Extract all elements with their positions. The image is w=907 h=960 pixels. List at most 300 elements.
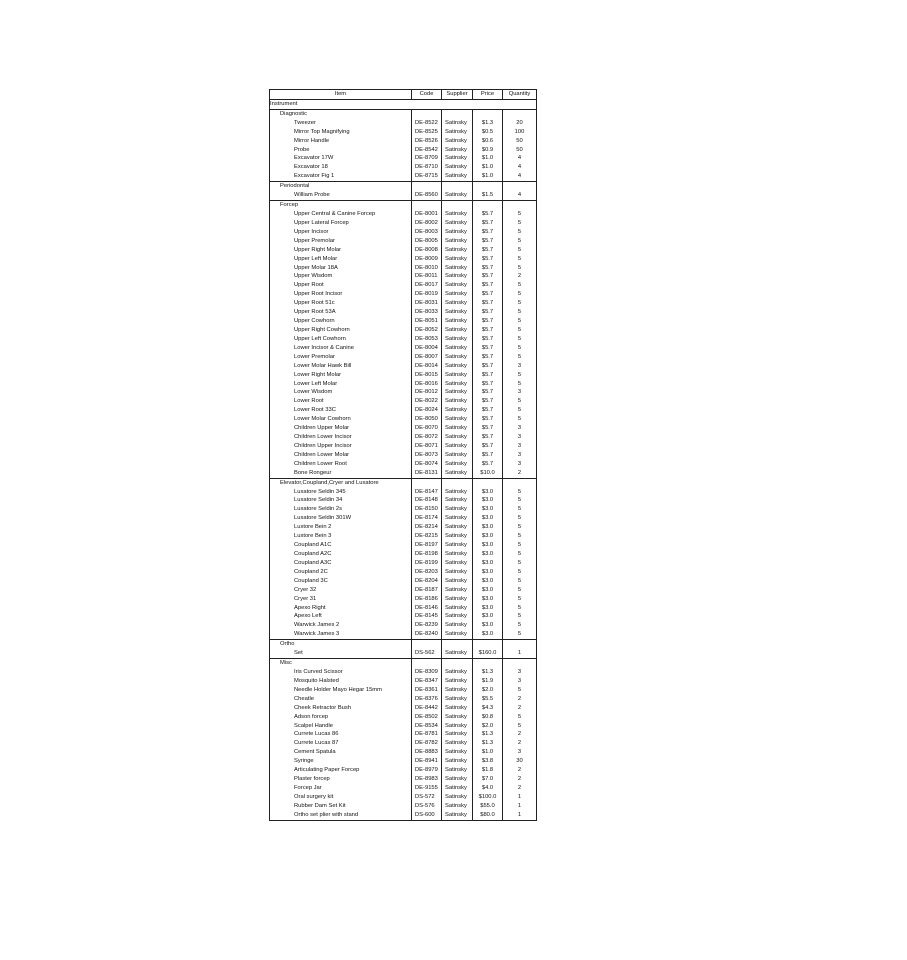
- item-code: DE-8534: [412, 722, 442, 731]
- item-code: DE-8710: [412, 163, 442, 172]
- item-supplier: Satinsky: [442, 237, 473, 246]
- item-code: DE-8009: [412, 255, 442, 264]
- item-price: $1.3: [473, 739, 503, 748]
- item-code: DE-8526: [412, 137, 442, 146]
- item-quantity: 3: [503, 362, 537, 371]
- table-row: [270, 784, 537, 793]
- item-quantity: 5: [503, 630, 537, 639]
- item-supplier: Satinsky: [442, 246, 473, 255]
- empty-cell: [442, 109, 473, 118]
- item-supplier: Satinsky: [442, 550, 473, 559]
- table-row: [270, 514, 537, 523]
- item-price: $3.0: [473, 630, 503, 639]
- item-name: Children Lower Incisor: [270, 433, 412, 442]
- item-price: $5.7: [473, 371, 503, 380]
- item-supplier: Satinsky: [442, 802, 473, 811]
- item-quantity: 5: [503, 505, 537, 514]
- item-quantity: 5: [503, 514, 537, 523]
- item-code: DE-8309: [412, 668, 442, 677]
- item-supplier: Satinsky: [442, 686, 473, 695]
- item-price: $1.9: [473, 677, 503, 686]
- item-price: $3.0: [473, 577, 503, 586]
- item-supplier: Satinsky: [442, 146, 473, 155]
- table-body: [270, 99, 537, 820]
- group-row: [270, 659, 537, 668]
- item-name: Lower Left Molar: [270, 380, 412, 389]
- group-row: [270, 109, 537, 118]
- item-name: Oral surgery kit: [270, 793, 412, 802]
- item-name: Upper Root: [270, 281, 412, 290]
- item-name: Set: [270, 649, 412, 658]
- item-supplier: Satinsky: [442, 604, 473, 613]
- item-price: $4.3: [473, 704, 503, 713]
- item-quantity: 3: [503, 388, 537, 397]
- item-quantity: 5: [503, 541, 537, 550]
- table-row: [270, 326, 537, 335]
- table-row: [270, 172, 537, 181]
- item-quantity: 5: [503, 415, 537, 424]
- item-supplier: Satinsky: [442, 766, 473, 775]
- table-row: [270, 757, 537, 766]
- item-price: $3.0: [473, 612, 503, 621]
- empty-cell: [503, 109, 537, 118]
- item-name: Upper Incisor: [270, 228, 412, 237]
- table-row: [270, 362, 537, 371]
- item-name: Upper Root 51c: [270, 299, 412, 308]
- item-name: Syringe: [270, 757, 412, 766]
- table-row: [270, 722, 537, 731]
- empty-cell: [442, 201, 473, 210]
- item-supplier: Satinsky: [442, 210, 473, 219]
- item-price: $5.7: [473, 281, 503, 290]
- item-price: $5.7: [473, 299, 503, 308]
- item-quantity: 5: [503, 255, 537, 264]
- item-price: $1.0: [473, 163, 503, 172]
- item-name: Upper Root 53A: [270, 308, 412, 317]
- item-quantity: 5: [503, 228, 537, 237]
- item-code: DE-8024: [412, 406, 442, 415]
- item-price: $5.7: [473, 255, 503, 264]
- empty-cell: [412, 182, 442, 191]
- item-name: Cement Spatula: [270, 748, 412, 757]
- item-code: DE-8074: [412, 460, 442, 469]
- table-row: [270, 559, 537, 568]
- group-row: [270, 640, 537, 649]
- item-price: $4.0: [473, 784, 503, 793]
- table-row: [270, 649, 537, 658]
- table-row: [270, 442, 537, 451]
- item-quantity: 5: [503, 595, 537, 604]
- table-row: [270, 344, 537, 353]
- item-quantity: 5: [503, 406, 537, 415]
- item-price: $5.7: [473, 246, 503, 255]
- table-row: [270, 335, 537, 344]
- table-row: [270, 793, 537, 802]
- empty-cell: [412, 640, 442, 649]
- item-code: DE-8012: [412, 388, 442, 397]
- item-name: Children Upper Molar: [270, 424, 412, 433]
- empty-cell: [412, 109, 442, 118]
- header-price: Price: [473, 90, 503, 100]
- inventory-sheet: [269, 89, 536, 821]
- item-supplier: Satinsky: [442, 612, 473, 621]
- item-quantity: 4: [503, 172, 537, 181]
- item-price: $0.6: [473, 137, 503, 146]
- table-row: [270, 451, 537, 460]
- table-row: [270, 281, 537, 290]
- item-name: Upper Cowhorn: [270, 317, 412, 326]
- item-supplier: Satinsky: [442, 317, 473, 326]
- item-supplier: Satinsky: [442, 505, 473, 514]
- item-price: $5.7: [473, 308, 503, 317]
- item-code: DE-8347: [412, 677, 442, 686]
- item-quantity: 5: [503, 621, 537, 630]
- table-row: [270, 371, 537, 380]
- table-row: [270, 415, 537, 424]
- item-code: DE-8983: [412, 775, 442, 784]
- item-supplier: Satinsky: [442, 748, 473, 757]
- item-name: Upper Central & Canine Forcep: [270, 210, 412, 219]
- item-price: $55.0: [473, 802, 503, 811]
- item-supplier: Satinsky: [442, 388, 473, 397]
- item-quantity: 5: [503, 299, 537, 308]
- table-row: [270, 505, 537, 514]
- item-quantity: 2: [503, 272, 537, 281]
- item-supplier: Satinsky: [442, 299, 473, 308]
- item-price: $1.0: [473, 748, 503, 757]
- table-row: [270, 532, 537, 541]
- item-code: DE-8053: [412, 335, 442, 344]
- item-name: Iris Curved Scissor: [270, 668, 412, 677]
- item-supplier: Satinsky: [442, 460, 473, 469]
- item-code: DE-8007: [412, 353, 442, 362]
- item-name: Children Lower Root: [270, 460, 412, 469]
- item-price: $1.3: [473, 119, 503, 128]
- item-code: DE-8204: [412, 577, 442, 586]
- item-name: Luxatore Seldin 301W: [270, 514, 412, 523]
- item-price: $1.5: [473, 191, 503, 200]
- item-name: William Probe: [270, 191, 412, 200]
- group-label: Ortho: [270, 640, 412, 649]
- item-name: Lower Incisor & Canine: [270, 344, 412, 353]
- item-price: $5.7: [473, 228, 503, 237]
- table-row: [270, 568, 537, 577]
- empty-cell: [473, 659, 503, 668]
- item-supplier: Satinsky: [442, 255, 473, 264]
- empty-cell: [473, 182, 503, 191]
- item-quantity: 5: [503, 686, 537, 695]
- table-row: [270, 119, 537, 128]
- table-row: [270, 163, 537, 172]
- item-name: Needle Holder Mayo Hegar 15mm: [270, 686, 412, 695]
- item-price: $5.7: [473, 344, 503, 353]
- item-code: DE-8979: [412, 766, 442, 775]
- item-name: Lower Molar Cowhorn: [270, 415, 412, 424]
- item-code: DE-8033: [412, 308, 442, 317]
- item-name: Probe: [270, 146, 412, 155]
- item-name: Upper Left Cowhorn: [270, 335, 412, 344]
- item-price: $2.0: [473, 722, 503, 731]
- item-quantity: 30: [503, 757, 537, 766]
- item-supplier: Satinsky: [442, 730, 473, 739]
- item-quantity: 1: [503, 649, 537, 658]
- item-name: Cryer 31: [270, 595, 412, 604]
- item-supplier: Satinsky: [442, 739, 473, 748]
- table-row: [270, 424, 537, 433]
- item-quantity: 2: [503, 766, 537, 775]
- item-code: DS-576: [412, 802, 442, 811]
- table-row: [270, 308, 537, 317]
- empty-cell: [412, 478, 442, 487]
- item-code: DE-8073: [412, 451, 442, 460]
- item-name: Coupland 3C: [270, 577, 412, 586]
- item-name: Upper Right Molar: [270, 246, 412, 255]
- table-row: [270, 219, 537, 228]
- item-name: Lower Wisdom: [270, 388, 412, 397]
- item-code: DE-8709: [412, 154, 442, 163]
- item-supplier: Satinsky: [442, 469, 473, 478]
- empty-cell: [442, 659, 473, 668]
- item-name: Articulating Paper Forcep: [270, 766, 412, 775]
- header-supplier: Supplier: [442, 90, 473, 100]
- item-quantity: 5: [503, 380, 537, 389]
- item-price: $2.0: [473, 686, 503, 695]
- item-code: DE-8001: [412, 210, 442, 219]
- table-row: [270, 730, 537, 739]
- table-row: [270, 469, 537, 478]
- item-quantity: 2: [503, 775, 537, 784]
- item-quantity: 3: [503, 677, 537, 686]
- item-name: Apexo Left: [270, 612, 412, 621]
- item-quantity: 20: [503, 119, 537, 128]
- item-supplier: Satinsky: [442, 713, 473, 722]
- item-quantity: 3: [503, 748, 537, 757]
- table-row: [270, 739, 537, 748]
- table-row: [270, 496, 537, 505]
- item-code: DE-8052: [412, 326, 442, 335]
- item-name: Excavator 17W: [270, 154, 412, 163]
- item-supplier: Satinsky: [442, 442, 473, 451]
- item-quantity: 5: [503, 264, 537, 273]
- item-price: $5.7: [473, 219, 503, 228]
- item-price: $5.7: [473, 424, 503, 433]
- table-row: [270, 210, 537, 219]
- item-code: DE-8376: [412, 695, 442, 704]
- empty-cell: [473, 640, 503, 649]
- empty-cell: [442, 640, 473, 649]
- item-quantity: 4: [503, 163, 537, 172]
- item-code: DE-8187: [412, 586, 442, 595]
- table-row: [270, 595, 537, 604]
- item-code: DE-8010: [412, 264, 442, 273]
- table-row: [270, 397, 537, 406]
- item-quantity: 5: [503, 612, 537, 621]
- item-supplier: Satinsky: [442, 559, 473, 568]
- item-quantity: 5: [503, 397, 537, 406]
- item-quantity: 5: [503, 559, 537, 568]
- table-row: [270, 668, 537, 677]
- item-quantity: 5: [503, 317, 537, 326]
- item-quantity: 1: [503, 802, 537, 811]
- item-name: Lower Molar Hawk Bill: [270, 362, 412, 371]
- item-supplier: Satinsky: [442, 451, 473, 460]
- item-price: $5.7: [473, 442, 503, 451]
- item-supplier: Satinsky: [442, 228, 473, 237]
- item-price: $5.5: [473, 695, 503, 704]
- table-row: [270, 433, 537, 442]
- item-code: DE-8214: [412, 523, 442, 532]
- item-price: $3.0: [473, 621, 503, 630]
- item-supplier: Satinsky: [442, 695, 473, 704]
- item-supplier: Satinsky: [442, 757, 473, 766]
- item-quantity: 4: [503, 154, 537, 163]
- item-price: $3.0: [473, 559, 503, 568]
- table-row: [270, 612, 537, 621]
- table-row: [270, 137, 537, 146]
- item-name: Upper Lateral Forcep: [270, 219, 412, 228]
- empty-cell: [503, 201, 537, 210]
- table-row: [270, 228, 537, 237]
- item-code: DS-572: [412, 793, 442, 802]
- item-price: $3.0: [473, 550, 503, 559]
- item-name: Adson forcep: [270, 713, 412, 722]
- item-name: Currete Lucas 87: [270, 739, 412, 748]
- item-name: Ortho set plier with stand: [270, 811, 412, 820]
- item-name: Coupland A1C: [270, 541, 412, 550]
- item-supplier: Satinsky: [442, 137, 473, 146]
- item-code: DS-600: [412, 811, 442, 820]
- table-row: [270, 523, 537, 532]
- item-price: $160.0: [473, 649, 503, 658]
- empty-cell: [442, 478, 473, 487]
- item-supplier: Satinsky: [442, 621, 473, 630]
- item-code: DE-8502: [412, 713, 442, 722]
- item-quantity: 5: [503, 290, 537, 299]
- item-code: DE-8715: [412, 172, 442, 181]
- table-row: [270, 388, 537, 397]
- item-supplier: Satinsky: [442, 630, 473, 639]
- item-name: Cheatle: [270, 695, 412, 704]
- table-row: [270, 317, 537, 326]
- item-code: DE-8186: [412, 595, 442, 604]
- item-price: $3.0: [473, 523, 503, 532]
- item-code: DE-9155: [412, 784, 442, 793]
- item-supplier: Satinsky: [442, 191, 473, 200]
- item-name: Tweezer: [270, 119, 412, 128]
- table-row: [270, 802, 537, 811]
- item-code: DE-8560: [412, 191, 442, 200]
- item-name: Currete Lucas 86: [270, 730, 412, 739]
- item-code: DE-8072: [412, 433, 442, 442]
- item-supplier: Satinsky: [442, 290, 473, 299]
- item-price: $3.0: [473, 604, 503, 613]
- item-quantity: 5: [503, 722, 537, 731]
- item-name: Coupland A2C: [270, 550, 412, 559]
- empty-cell: [412, 201, 442, 210]
- item-quantity: 100: [503, 128, 537, 137]
- table-row: [270, 272, 537, 281]
- table-row: [270, 695, 537, 704]
- item-name: Cheek Retractor Bush: [270, 704, 412, 713]
- item-code: DE-8883: [412, 748, 442, 757]
- item-code: DE-8522: [412, 119, 442, 128]
- table-row: [270, 191, 537, 200]
- item-code: DE-8781: [412, 730, 442, 739]
- item-code: DE-8002: [412, 219, 442, 228]
- table-row: [270, 586, 537, 595]
- item-name: Luxatore Seldin 34: [270, 496, 412, 505]
- table-row: [270, 748, 537, 757]
- item-name: Scalpel Handle: [270, 722, 412, 731]
- empty-cell: [503, 640, 537, 649]
- table-row: [270, 406, 537, 415]
- item-name: Lower Root 33C: [270, 406, 412, 415]
- group-label: Diagnostic: [270, 109, 412, 118]
- table-row: [270, 621, 537, 630]
- item-name: Children Upper Incisor: [270, 442, 412, 451]
- item-quantity: 1: [503, 811, 537, 820]
- item-quantity: 5: [503, 550, 537, 559]
- table-row: [270, 604, 537, 613]
- item-supplier: Satinsky: [442, 335, 473, 344]
- item-quantity: 2: [503, 469, 537, 478]
- item-code: DE-8148: [412, 496, 442, 505]
- item-code: DE-8004: [412, 344, 442, 353]
- item-price: $1.8: [473, 766, 503, 775]
- item-price: $3.8: [473, 757, 503, 766]
- item-price: $3.0: [473, 496, 503, 505]
- item-price: $5.7: [473, 326, 503, 335]
- item-supplier: Satinsky: [442, 119, 473, 128]
- item-quantity: 5: [503, 568, 537, 577]
- table-row: [270, 237, 537, 246]
- item-supplier: Satinsky: [442, 595, 473, 604]
- item-name: Cryer 32: [270, 586, 412, 595]
- item-supplier: Satinsky: [442, 154, 473, 163]
- header-row: [270, 90, 537, 100]
- item-quantity: 5: [503, 586, 537, 595]
- item-code: DE-8008: [412, 246, 442, 255]
- item-name: Bone Rongeur: [270, 469, 412, 478]
- item-name: Luxtore Bein 3: [270, 532, 412, 541]
- item-quantity: 5: [503, 713, 537, 722]
- item-price: $3.0: [473, 488, 503, 497]
- group-label: Elevator,Coupland,Cryer and Luxatore: [270, 478, 412, 487]
- item-quantity: 5: [503, 219, 537, 228]
- item-code: DE-8131: [412, 469, 442, 478]
- item-code: DE-8361: [412, 686, 442, 695]
- item-supplier: Satinsky: [442, 722, 473, 731]
- table-row: [270, 686, 537, 695]
- item-supplier: Satinsky: [442, 811, 473, 820]
- item-quantity: 5: [503, 523, 537, 532]
- header-quantity: Quantity: [503, 90, 537, 100]
- table-row: [270, 550, 537, 559]
- table-row: [270, 541, 537, 550]
- item-price: $80.0: [473, 811, 503, 820]
- item-code: DE-8019: [412, 290, 442, 299]
- item-name: Warwick James 2: [270, 621, 412, 630]
- item-code: DE-8031: [412, 299, 442, 308]
- item-quantity: 50: [503, 137, 537, 146]
- item-supplier: Satinsky: [442, 514, 473, 523]
- item-code: DE-8525: [412, 128, 442, 137]
- item-quantity: 2: [503, 695, 537, 704]
- empty-cell: [473, 478, 503, 487]
- item-name: Luxtore Bein 2: [270, 523, 412, 532]
- item-code: DE-8017: [412, 281, 442, 290]
- table-row: [270, 811, 537, 820]
